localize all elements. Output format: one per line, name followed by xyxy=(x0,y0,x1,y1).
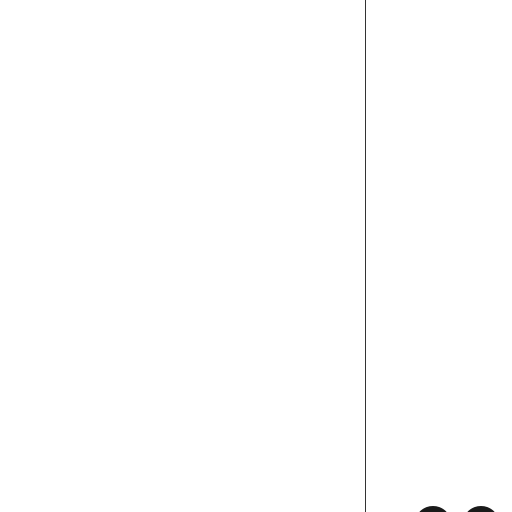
next-heading-fragment xyxy=(408,500,512,512)
heading-letter-shape xyxy=(464,506,498,512)
column-separator xyxy=(365,0,366,512)
heading-letter-shape xyxy=(416,506,450,512)
